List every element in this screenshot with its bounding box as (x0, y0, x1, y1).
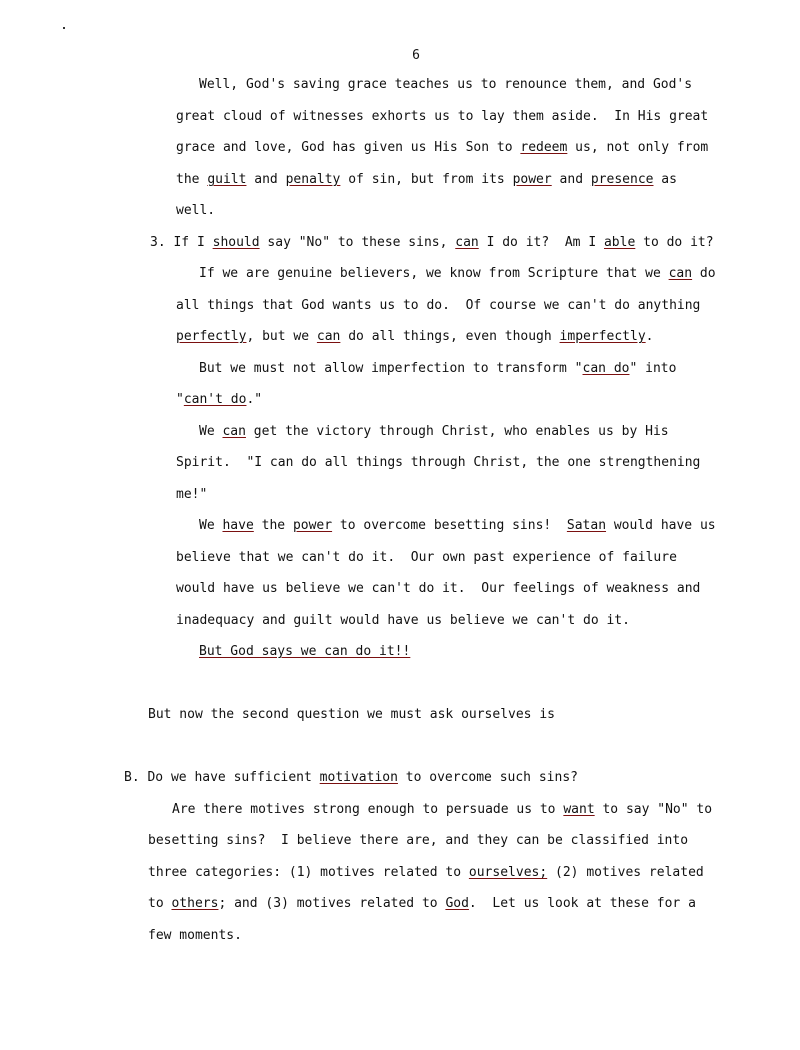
underlined-text: able (603, 235, 636, 250)
underlined-text: power (292, 518, 333, 533)
underlined-text: God (445, 896, 469, 911)
underlined-text: can (316, 329, 341, 344)
text-segment: three categories: (1) motives related to (148, 865, 469, 880)
text-segment: ." (246, 392, 263, 407)
text-segment: would have us believe we can't do it. Our feelings of weakness and (176, 581, 701, 596)
text-line (176, 613, 630, 629)
text-line (199, 77, 692, 93)
text-segment: " (176, 392, 184, 407)
underlined-text: But God says we can do it!! (199, 644, 411, 659)
underlined-text: power (512, 172, 552, 187)
text-segment: do (692, 266, 716, 281)
text-segment: Are there motives strong enough to persuade us to (172, 802, 564, 817)
underlined-text: redeem (520, 140, 568, 155)
text-segment: . Let us look at these for a (468, 896, 696, 911)
text-segment: of sin, but from its (340, 172, 513, 187)
underlined-text: presence (590, 172, 654, 187)
text-line (148, 896, 696, 912)
text-line (176, 203, 215, 219)
text-segment: few moments. (148, 928, 242, 943)
underlined-text: others (171, 896, 219, 911)
text-segment: 3. If I (150, 235, 213, 250)
text-line (176, 109, 708, 125)
text-segment: But we must not allow imperfection to transform " (199, 361, 583, 376)
underlined-text: perfectly (176, 329, 247, 344)
text-segment: would have us (606, 518, 716, 533)
text-segment: " into (629, 361, 677, 376)
page-number: 6 (412, 48, 420, 63)
underlined-text: should (212, 235, 260, 250)
text-segment: Well, God's saving grace teaches us to renounce them, and God's (199, 77, 693, 92)
text-line (176, 329, 653, 345)
text-segment: , but we (246, 329, 317, 344)
underlined-text: guilt (207, 172, 247, 187)
underlined-text: Satan (566, 518, 607, 533)
text-segment: (2) motives related (547, 865, 704, 880)
text-line (172, 802, 712, 818)
text-segment: We (199, 518, 223, 533)
text-line (176, 172, 677, 188)
text-segment: the (253, 518, 293, 533)
text-line (150, 235, 714, 251)
text-segment: Spirit. "I can do all things through Christ, the one strengthening (176, 455, 701, 470)
text-line (176, 455, 700, 471)
text-segment: all things that God wants us to do. Of course we can't do anything (176, 298, 701, 313)
text-segment: B. Do we have sufficient (124, 770, 320, 785)
scan-speck (63, 27, 65, 29)
underlined-text: can (222, 424, 246, 439)
text-segment: But now the second question we must ask ourselves is (148, 707, 555, 722)
text-segment: grace and love, God has given us His Son to (176, 140, 521, 155)
text-line (176, 298, 700, 314)
text-segment: inadequacy and guilt would have us believe we can't do it. (176, 613, 630, 628)
text-line (199, 644, 410, 660)
underlined-text: can't do (183, 392, 247, 407)
text-segment: believe that we can't do it. Our own past experience of failure (176, 550, 677, 565)
text-line (199, 266, 716, 282)
text-line (176, 140, 708, 156)
text-line (176, 550, 677, 566)
text-line (148, 707, 555, 723)
underlined-text: motivation (319, 770, 398, 785)
text-segment: to (148, 896, 172, 911)
text-segment: the (176, 172, 208, 187)
text-segment: We (199, 424, 223, 439)
text-segment: us, not only from (567, 140, 709, 155)
text-line (124, 770, 578, 786)
text-segment: . (645, 329, 654, 344)
text-line (176, 487, 207, 503)
text-segment: besetting sins? I believe there are, and they can be classified into (148, 833, 689, 848)
text-segment: say "No" to these sins, (259, 235, 456, 250)
text-segment: do all things, even though (340, 329, 560, 344)
text-segment: ; and (3) motives related to (218, 896, 446, 911)
text-line (148, 833, 688, 849)
text-segment: me!" (176, 487, 208, 502)
text-segment: as (653, 172, 677, 187)
underlined-text: can do (582, 361, 630, 376)
text-line (199, 518, 716, 534)
text-line (176, 392, 262, 408)
underlined-text: can (668, 266, 693, 281)
text-segment: to say "No" to (594, 802, 713, 817)
text-segment: well. (176, 203, 216, 218)
text-line (148, 865, 704, 881)
text-line (148, 928, 242, 944)
text-segment: to do it? (635, 235, 714, 250)
text-line (199, 424, 669, 440)
underlined-text: imperfectly (559, 329, 646, 344)
underlined-text: penalty (285, 172, 341, 187)
text-segment: If we are genuine believers, we know from Scripture that we (199, 266, 669, 281)
text-segment: great cloud of witnesses exhorts us to lay them aside. In His great (176, 109, 709, 124)
text-segment: get the victory through Christ, who enables us by His (245, 424, 669, 439)
text-line (199, 361, 676, 377)
underlined-text: ourselves; (468, 865, 548, 880)
text-segment: to overcome such sins? (397, 770, 578, 785)
text-line (176, 581, 700, 597)
text-segment: I do it? Am I (478, 235, 604, 250)
underlined-text: want (563, 802, 595, 817)
text-segment: to overcome besetting sins! (332, 518, 567, 533)
underlined-text: have (222, 518, 254, 533)
underlined-text: can (455, 235, 479, 250)
text-segment: and (246, 172, 286, 187)
text-segment: and (551, 172, 591, 187)
